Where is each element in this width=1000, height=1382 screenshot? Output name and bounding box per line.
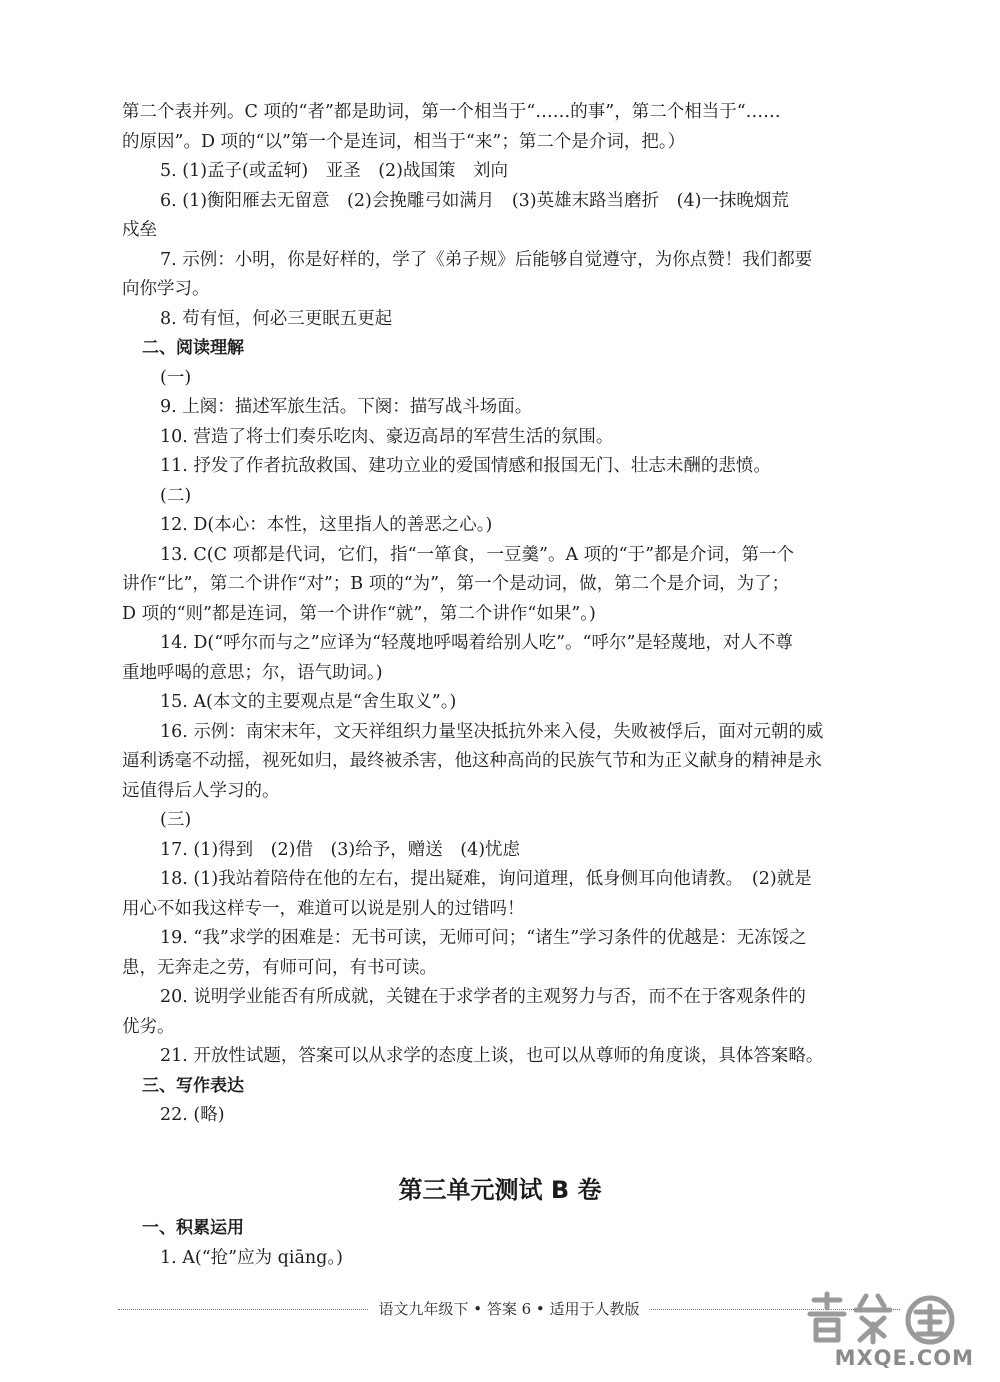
answer-item: 15. A(本文的主要观点是“舍生取义”。): [160, 692, 457, 712]
answer-item: 21. 开放性试题，答案可以从求学的态度上谈，也可以从尊师的角度谈，具体答案略。: [160, 1046, 824, 1066]
section-b-content: [122, 1214, 912, 1273]
subsection-label: (一): [160, 367, 192, 388]
page-footer: [118, 1294, 900, 1324]
section-heading-accumulation: 一、积累运用: [142, 1218, 244, 1238]
text-line: 重地呼喝的意思；尔，语气助词。): [122, 662, 383, 683]
answer-item: 10. 营造了将士们奏乐吃肉、豪迈高昂的军营生活的氛围。: [160, 426, 614, 447]
text-line: 远值得后人学习的。: [122, 780, 280, 801]
answer-item: 7. 示例：小明，你是好样的，学了《弟子规》后能够自觉遵守，为你点赞！我们都要: [160, 249, 813, 270]
text-line: 的原因”。D 项的“以”第一个是连词，相当于“来”；第二个是介词，把。）: [122, 131, 686, 152]
unit-test-title: 第三单元测试 B 卷: [398, 1176, 602, 1204]
watermark-url: MXQE.COM: [834, 1346, 974, 1370]
text-line: 讲作“比”，第二个讲作“对”；B 项的“为”，第一个是动词，做，第二个是介词，为了；: [122, 574, 790, 594]
answer-item: 5. (1)孟子(或孟轲) 亚圣 (2)战国策 刘向: [160, 161, 508, 181]
text-line: 患，无奔走之劳，有师可问，有书可读。: [122, 957, 437, 978]
answer-item: 22. (略): [160, 1105, 225, 1125]
answer-content: [122, 98, 912, 1131]
answer-item: 14. D(“呼尔而与之”应译为“轻蔑地呼喝着给别人吃”。“呼尔”是轻蔑地，对人不尊: [160, 633, 793, 653]
footer-caption: 语文九年级下 • 答案 6 • 适用于人教版: [368, 1297, 649, 1321]
answer-item: 6. (1)衡阳雁去无留意 (2)会挽雕弓如满月 (3)英雄末路当磨折 (4)一抹晚烟荒: [160, 190, 789, 211]
text-line: 用心不如我这样专一，难道可以说是别人的过错吗！: [122, 898, 525, 919]
answer-item: 11. 抒发了作者抗敌救国、建功立业的爱国情感和报国无门、壮志未酬的悲愤。: [160, 456, 771, 476]
answer-item: 8. 苟有恒，何必三更眠五更起: [160, 308, 393, 329]
answer-item: 16. 示例：南宋末年，文天祥组织力量坚决抵抗外来入侵，失败被俘后，面对元朝的威: [160, 721, 824, 742]
answer-item: 12. D(本心：本性，这里指人的善恶之心。): [160, 515, 493, 535]
watermark-logo-icon: [800, 1290, 980, 1346]
answer-item: 1. A(“抢”应为 qiāng。): [160, 1247, 343, 1268]
text-line: 向你学习。: [122, 279, 210, 299]
subsection-label: (三): [160, 810, 192, 830]
answer-item: 13. C(C 项都是代词，它们，指“一箪食，一豆羹”。A 项的“于”都是介词，第一个: [160, 544, 795, 565]
text-line: 戍垒: [122, 220, 157, 240]
text-line: D 项的“则”都是连词，第一个讲作“就”，第二个讲作“如果”。): [122, 603, 596, 624]
answer-item: 18. (1)我站着陪侍在他的左右，提出疑难，询问道理，低身侧耳向他请教。 (2)就是: [160, 869, 812, 889]
answer-item: 17. (1)得到 (2)借 (3)给予，赠送 (4)忧虑: [160, 839, 521, 860]
section-heading-reading: 二、阅读理解: [142, 338, 244, 358]
answer-item: 20. 说明学业能否有所成就，关键在于求学者的主观努力与否，而不在于客观条件的: [160, 987, 806, 1007]
answer-item: 9. 上阕：描述军旅生活。下阕：描写战斗场面。: [160, 397, 533, 417]
text-line: 逼利诱毫不动摇，视死如归，最终被杀害，他这种高尚的民族气节和为正义献身的精神是永: [122, 751, 822, 771]
subsection-label: (二): [160, 485, 192, 506]
watermark-logo: [800, 1290, 980, 1378]
answer-item: 19. “我”求学的困难是：无书可读，无师可问；“诸生”学习条件的优越是：无冻馁之: [160, 928, 807, 948]
text-line: 第二个表并列。C 项的“者”都是助词，第一个相当于“……的事”，第二个相当于“……: [122, 102, 781, 122]
text-line: 优劣。: [122, 1016, 175, 1037]
section-heading-writing: 三、写作表达: [142, 1075, 244, 1096]
